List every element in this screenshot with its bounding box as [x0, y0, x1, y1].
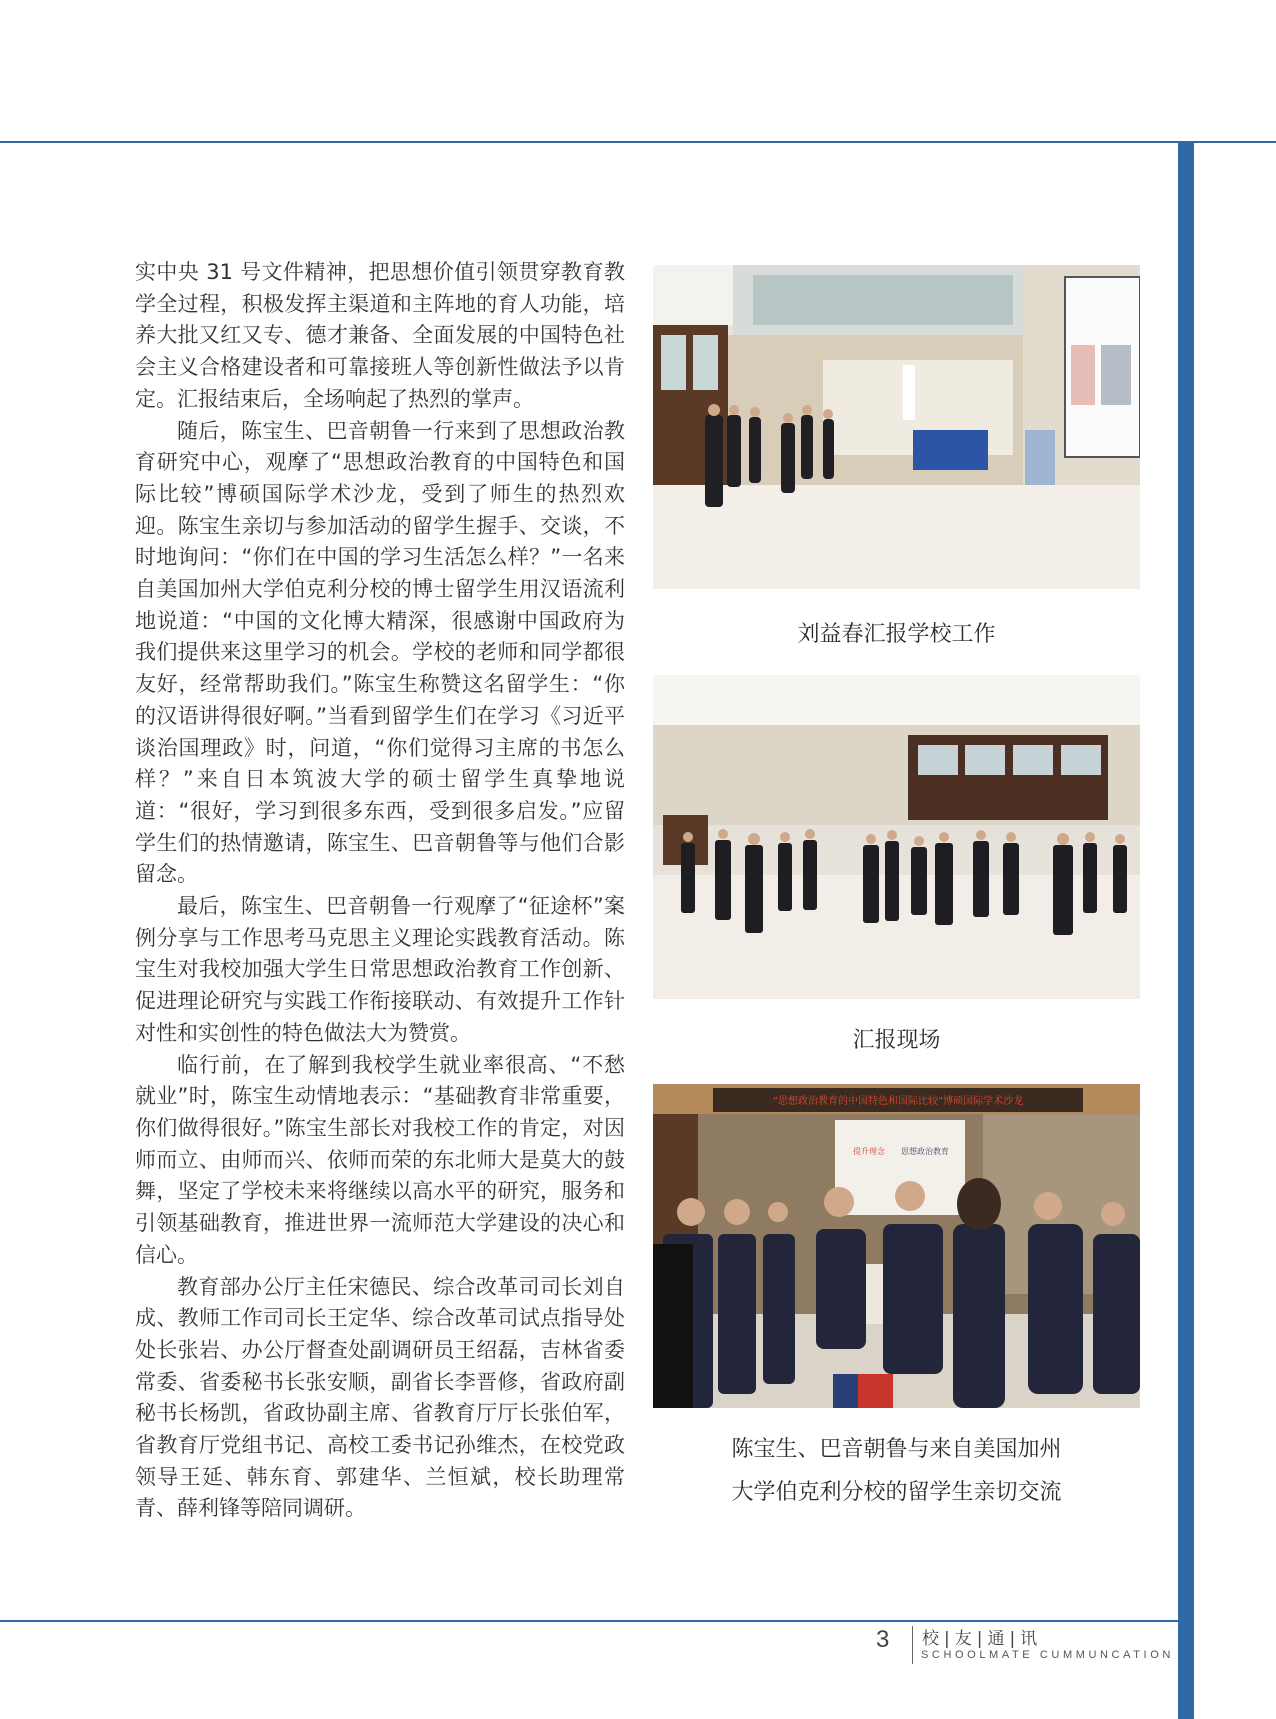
photo-caption	[653, 1428, 1140, 1514]
photo-atrium-report	[653, 265, 1140, 589]
top-rule	[0, 141, 1276, 143]
article-paragraph: 临行前，在了解到我校学生就业率很高、“不愁就业”时，陈宝生动情地表示：“基础教育非常重要，你们做得很好。”陈宝生部长对我校工作的肯定，对因师而立、由师而兴、依师而荣的东北师大是莫大的鼓舞，坚定了学校未来将继续以高水平的研究，服务和引领基础教育，推进世界一流师范大学建设的决心和信心。	[135, 1052, 625, 1267]
article-paragraph: 教育部办公厅主任宋德民、综合改革司司长刘自成、教师工作司司长王定华、综合改革司试点指导处处长张岩、办公厅督查处副调研员王绍磊，吉林省委常委、省委秘书长张安顺，副省长李晋修，省政府副秘书长杨凯，省政协副主席、省教育厅厅长张伯军，省教育厅党组书记、高校工委书记孙维杰，在校党政领导王延、韩东育、郭建华、兰恒斌，校长助理常青、薛利锋等陪同调研。	[135, 1274, 625, 1521]
screen-text-right: 思想政治教育	[901, 1147, 949, 1156]
photo-report-image	[653, 675, 1140, 999]
footer-title-cn: 校|友|通|讯	[922, 1629, 1043, 1649]
footer-divider	[912, 1626, 913, 1664]
page-number: 3	[876, 1626, 890, 1653]
photo-student-exchange	[653, 1084, 1140, 1408]
article-paragraph: 实中央 31 号文件精神，把思想价值引领贯穿教育教学全过程，积极发挥主渠道和主阵地的育人功能，培养大批又红又专、德才兼备、全面发展的中国特色社会主义合格建设者和可靠接班人等创新性做法予以肯定。汇报结束后，全场响起了热烈的掌声。	[135, 260, 625, 411]
photo-report-scene	[653, 675, 1140, 999]
photo-caption: 汇报现场	[852, 1028, 941, 1053]
article-paragraph: 随后，陈宝生、巴音朝鲁一行来到了思想政治教育研究中心，观摩了“思想政治教育的中国特色和国际比较”博硕国际学术沙龙，受到了师生的热烈欢迎。陈宝生亲切与参加活动的留学生握手、交谈，不时地询问：“你们在中国的学习生活怎么样？”一名来自美国加州大学伯克利分校的博士留学生用汉语流利地说道：“中国的文化博大精深，很感谢中国政府为我们提供来这里学习的机会。学校的老师和同学都很友好，经常帮助我们。”陈宝生称赞这名留学生：“你的汉语讲得很好啊。”当看到留学生们在学习《习近平谈治国理政》时，问道，“你们觉得习主席的书怎么样？”来自日本筑波大学的硕士留学生真挚地说道：“很好，学习到很多东西，受到很多启发。”应留学生们的热情邀请，陈宝生、巴音朝鲁等与他们合影留念。	[135, 418, 625, 887]
footer-title-en: SCHOOLMATE CUMMUNCATION	[921, 1649, 1174, 1661]
photo-caption-line: 大学伯克利分校的留学生亲切交流	[731, 1480, 1062, 1505]
photo-caption: 刘益春汇报学校工作	[797, 622, 996, 647]
screen-text-left: 提升理念	[853, 1147, 885, 1156]
bottom-rule	[0, 1620, 1178, 1622]
side-accent-bar	[1178, 143, 1194, 1719]
article-paragraph: 最后，陈宝生、巴音朝鲁一行观摩了“征途杯”案例分享与工作思考马克思主义理论实践教育活动。陈宝生对我校加强大学生日常思想政治教育工作创新、促进理论研究与实践工作衔接联动、有效提升工作针对性和实创性的特色做法大为赞赏。	[135, 894, 625, 1045]
article-body	[135, 257, 625, 1525]
photo-atrium-image	[653, 265, 1140, 589]
banner-text: “思想政治教育的中国特色和国际比较”博硕国际学术沙龙	[772, 1096, 1024, 1107]
photo-caption-line: 陈宝生、巴音朝鲁与来自美国加州	[731, 1437, 1062, 1462]
photo-exchange-image	[653, 1084, 1140, 1408]
